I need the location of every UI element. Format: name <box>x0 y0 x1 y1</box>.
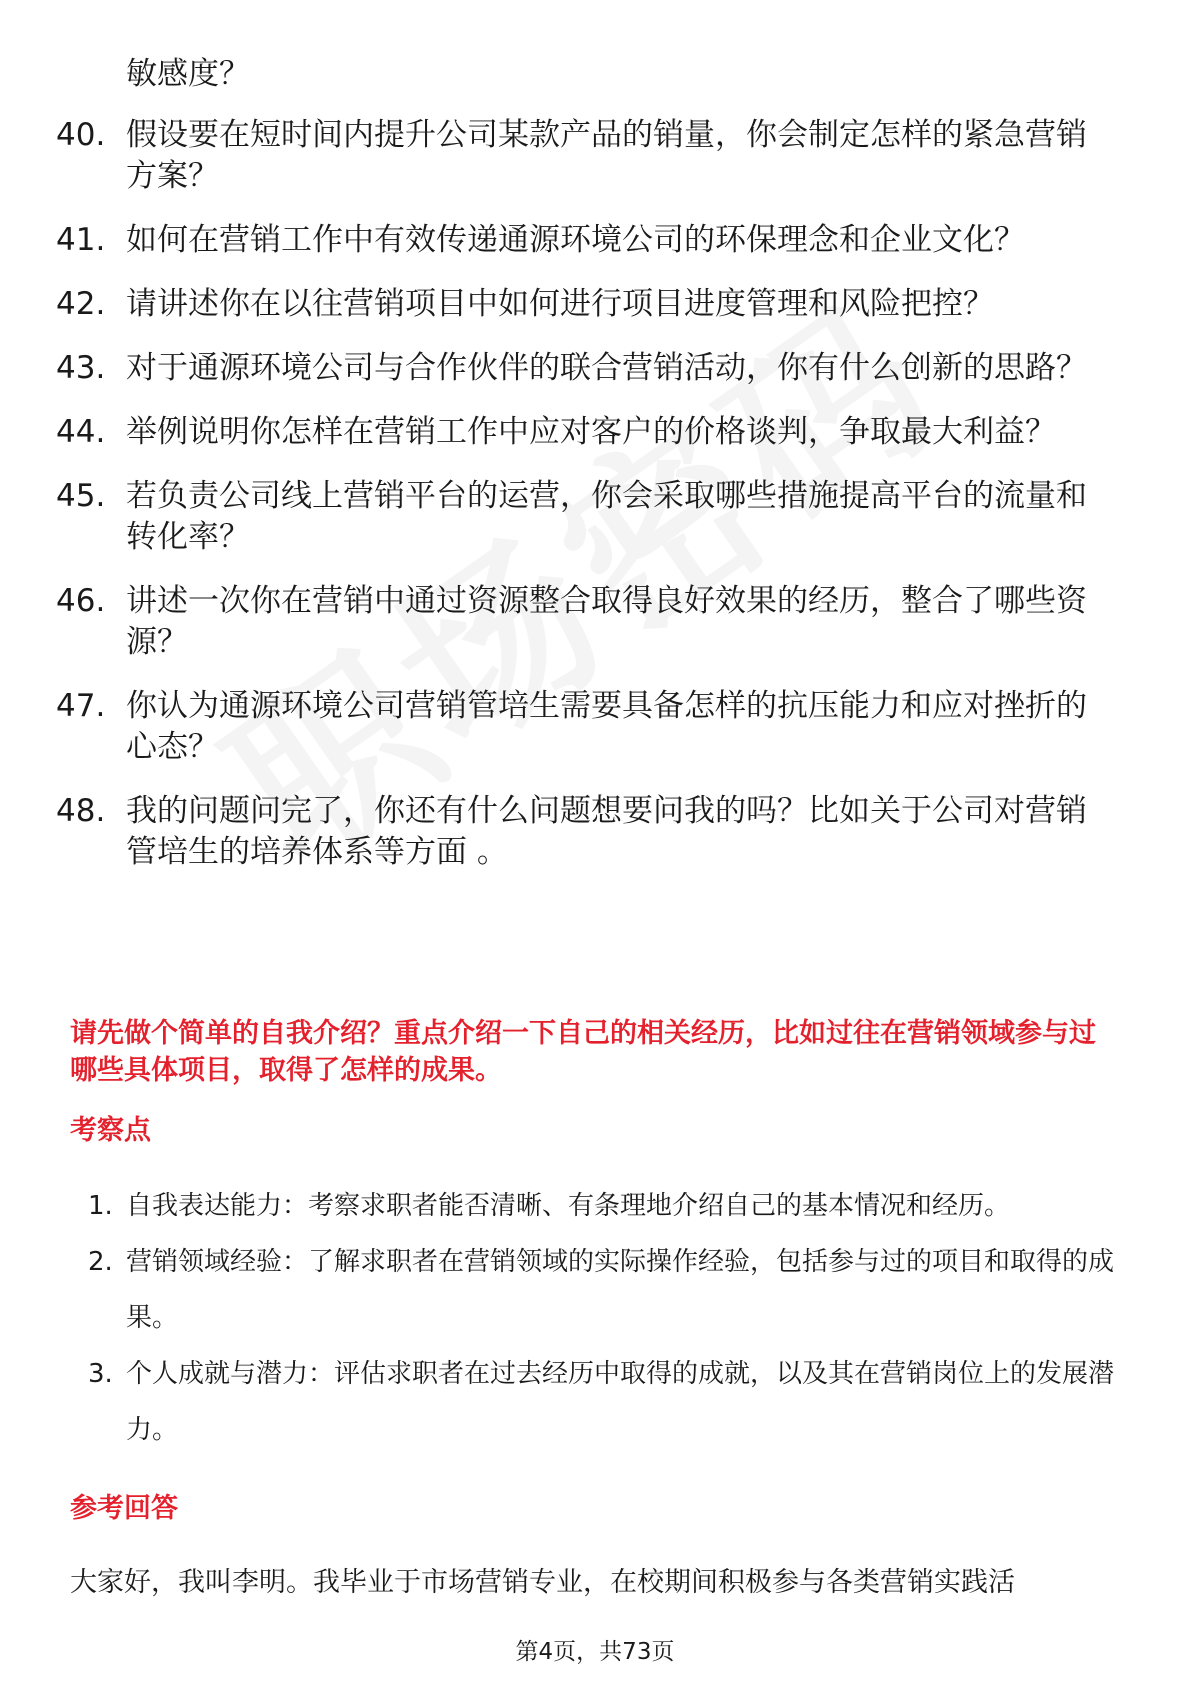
question-list <box>56 115 1116 896</box>
question-number: 40. <box>56 117 106 153</box>
assessment-points <box>88 1178 1118 1458</box>
reference-title: 参考回答 <box>70 1493 178 1524</box>
assessment-point <box>88 1234 1118 1346</box>
question-number: 42. <box>56 286 106 322</box>
point-number: 2. <box>88 1247 113 1277</box>
highlight-question: 请先做个简单的自我介绍？重点介绍一下自己的相关经历，比如过往在营销领域参与过哪些具体项目，取得了怎样的成果。 <box>70 1018 1096 1086</box>
point-number: 1. <box>88 1191 113 1221</box>
reference-answer: 大家好，我叫李明。我毕业于市场营销专业，在校期间积极参与各类营销实践活 <box>70 1567 1015 1598</box>
question-item <box>56 412 1116 453</box>
point-text: 个人成就与潜力：评估求职者在过去经历中取得的成就，以及其在营销岗位上的发展潜力。 <box>126 1359 1115 1445</box>
assessment-point <box>88 1178 1118 1234</box>
question-item <box>56 791 1116 873</box>
point-text: 营销领域经验：了解求职者在营销领域的实际操作经验，包括参与过的项目和取得的成果。 <box>126 1247 1115 1333</box>
question-item <box>56 220 1116 261</box>
question-number: 41. <box>56 222 106 258</box>
question-text: 如何在营销工作中有效传递通源环境公司的环保理念和企业文化？ <box>126 222 1025 258</box>
question-text: 我的问题问完了，你还有什么问题想要问我的吗？比如关于公司对营销管培生的培养体系等方面 。 <box>126 793 1087 870</box>
question-item <box>56 476 1116 558</box>
question-text: 举例说明你怎样在营销工作中应对客户的价格谈判，争取最大利益？ <box>126 414 1056 450</box>
question-text: 若负责公司线上营销平台的运营，你会采取哪些措施提高平台的流量和转化率？ <box>126 478 1087 555</box>
question-item <box>56 581 1116 663</box>
assessment-point <box>88 1346 1118 1458</box>
question-text: 请讲述你在以往营销项目中如何进行项目进度管理和风险把控？ <box>126 286 994 322</box>
question-text: 假设要在短时间内提升公司某款产品的销量，你会制定怎样的紧急营销方案？ <box>126 117 1087 194</box>
point-number: 3. <box>88 1359 113 1389</box>
point-text: 自我表达能力：考察求职者能否清晰、有条理地介绍自己的基本情况和经历。 <box>126 1191 1011 1221</box>
question-number: 43. <box>56 350 106 386</box>
question-item <box>56 686 1116 768</box>
question-item <box>56 115 1116 197</box>
page-footer: 第4页，共73页 <box>515 1639 675 1665</box>
assessment-title: 考察点 <box>70 1115 151 1146</box>
question-number: 44. <box>56 414 106 450</box>
continuation-text: 敏感度？ <box>126 56 250 92</box>
question-number: 45. <box>56 478 106 514</box>
question-text: 讲述一次你在营销中通过资源整合取得良好效果的经历，整合了哪些资源？ <box>126 583 1087 660</box>
question-number: 48. <box>56 793 106 829</box>
question-number: 47. <box>56 688 106 724</box>
question-text: 对于通源环境公司与合作伙伴的联合营销活动，你有什么创新的思路？ <box>126 350 1087 386</box>
question-item <box>56 348 1116 389</box>
question-number: 46. <box>56 583 106 619</box>
question-item <box>56 284 1116 325</box>
question-text: 你认为通源环境公司营销管培生需要具备怎样的抗压能力和应对挫折的心态？ <box>126 688 1087 765</box>
